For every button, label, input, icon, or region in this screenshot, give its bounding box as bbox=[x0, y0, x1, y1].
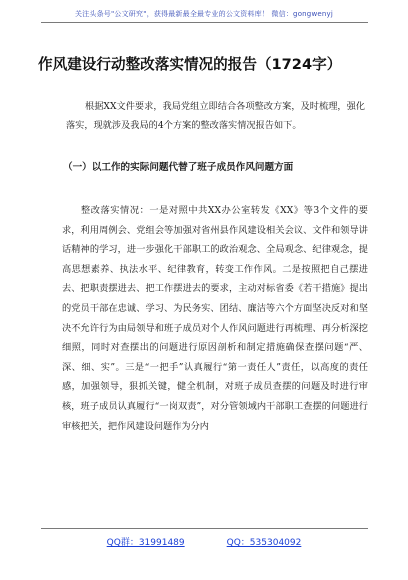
footer bbox=[0, 535, 408, 548]
footer-qq-group-link[interactable]: QQ群：31991489 bbox=[106, 538, 185, 548]
body-paragraph: 整改落实情况：一是对照中共XX办公室转发《XX》等3个文件的要求，利用周例会、党组会等加强对省州县作风建设相关会议、文件和领导讲话精神的学习，进一步强化干部职工的政治观念、全局观念、纪律观念，提高思想素养、执法水平、纪律教育，转变工作作风。二是按照把自己摆进去、把职责摆进去、把工作摆进去的要求，主动对标省委《若干措施》提出的党员干部在忠诚、学习、为民务实、团结、廉洁等六个方面坚决反对和坚决不允许行为由局领导和班子成员对个人作风问题进行再梳理、再分析深挖细照，同时对查摆出的问题进行原因剖析和制定措施确保查摆问题“严、深、细、实”。三是“一把手”认真履行“第一责任人”责任，以高度的责任感，加强领导，狠抓关键，健全机制，对班子成员查摆的问题及时进行审核，班子成员认真履行“一岗双责”，对分管领域内干部职工查摆的问题进行审核把关，把作风建设问题作为分内 bbox=[62, 205, 368, 432]
footer-divider bbox=[41, 528, 368, 529]
intro-paragraph: 根据XX文件要求，我局党组立即结合各项整改方案，及时梳理，强化落实，现就涉及我局的4个方案的整改落实情况报告如下。 bbox=[66, 101, 365, 131]
header-divider bbox=[41, 22, 368, 23]
header-banner: 关注头条号"公文研究"，获得最新最全最专业的公文资料库！ 微信：gongwenyj bbox=[74, 10, 334, 18]
footer-qq-link[interactable]: QQ：535304092 bbox=[226, 538, 302, 548]
section-heading: （一）以工作的实际问题代替了班子成员作风问题方面 bbox=[63, 162, 294, 173]
document-title: 作风建设行动整改落实情况的报告（1724字） bbox=[38, 56, 342, 73]
